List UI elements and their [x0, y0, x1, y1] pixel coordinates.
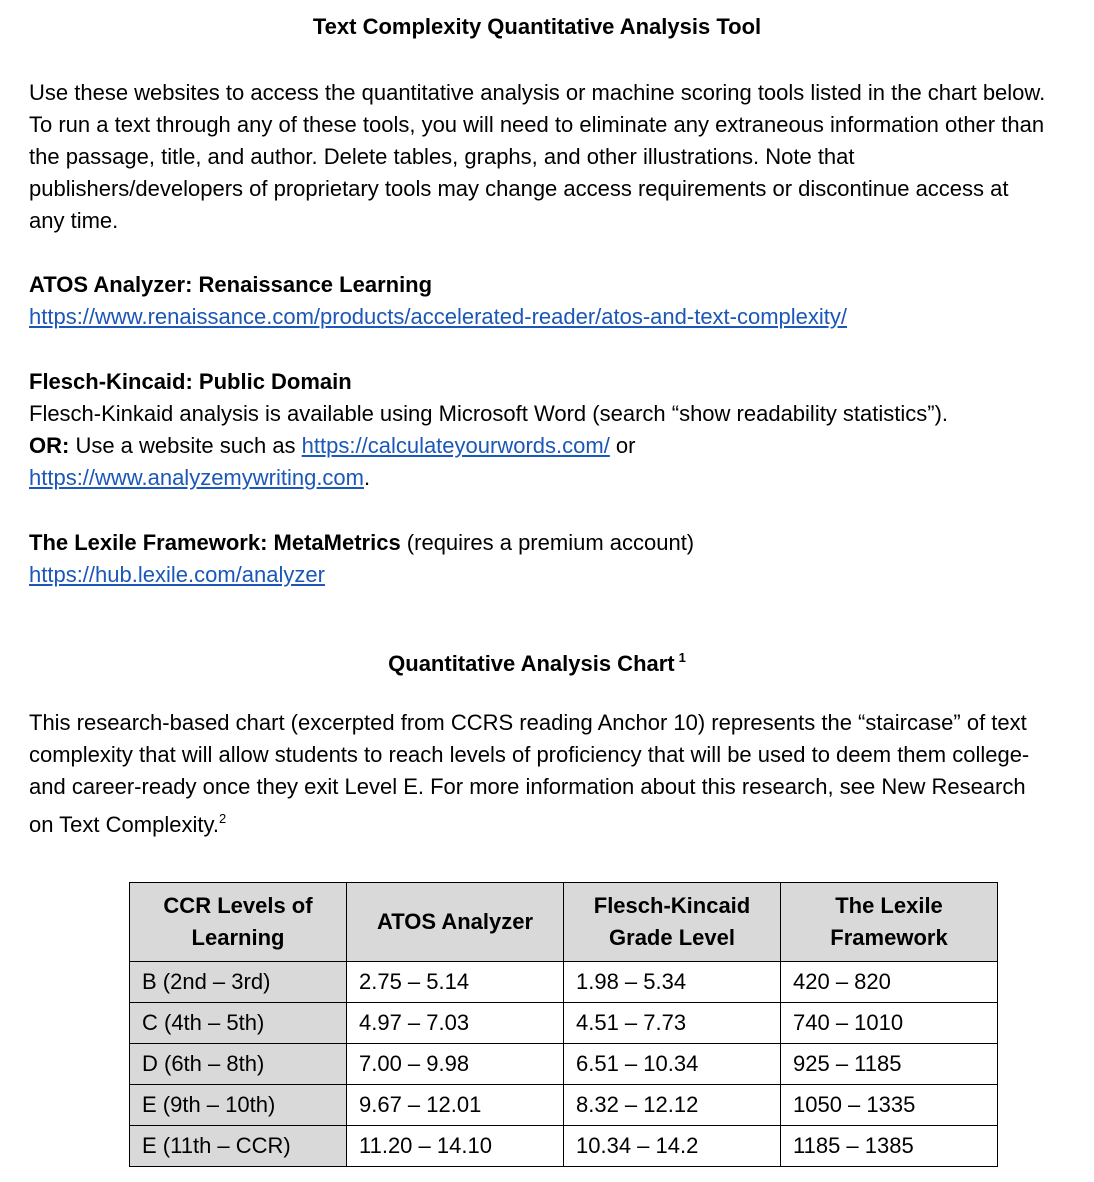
cell-atos: 9.67 – 12.01 — [347, 1085, 564, 1126]
header-ccr-levels-line1: CCR Levels of — [163, 893, 313, 918]
lexile-note: (requires a premium account) — [400, 530, 695, 555]
flesch-kincaid-section — [29, 366, 1079, 494]
header-ccr-levels-line2: Learning — [191, 925, 285, 950]
atos-section — [29, 269, 847, 333]
table-row — [130, 962, 998, 1003]
cell-lexile: 420 – 820 — [781, 962, 998, 1003]
cell-level: E (11th – CCR) — [130, 1126, 347, 1167]
research-footnote: 2 — [218, 811, 227, 826]
cell-fk: 6.51 – 10.34 — [564, 1044, 781, 1085]
cell-fk: 10.34 – 14.2 — [564, 1126, 781, 1167]
header-atos: ATOS Analyzer — [347, 883, 564, 962]
cell-atos: 7.00 – 9.98 — [347, 1044, 564, 1085]
sentence-end: . — [364, 465, 371, 490]
flesch-kincaid-word-note: Flesch-Kinkaid analysis is available using Microsoft Word (search “show readability statistics”). — [29, 401, 949, 426]
header-lexile-line1: The Lexile — [835, 893, 943, 918]
header-ccr-levels — [130, 883, 347, 962]
chart-title-text: Quantitative Analysis Chart — [388, 651, 675, 676]
cell-lexile: 1185 – 1385 — [781, 1126, 998, 1167]
atos-heading: ATOS Analyzer: Renaissance Learning — [29, 272, 433, 297]
research-paragraph — [29, 707, 1049, 841]
cell-atos: 4.97 – 7.03 — [347, 1003, 564, 1044]
cell-lexile: 925 – 1185 — [781, 1044, 998, 1085]
chart-section-title — [29, 642, 1045, 680]
cell-atos: 11.20 – 14.10 — [347, 1126, 564, 1167]
lexile-link[interactable]: https://hub.lexile.com/analyzer — [29, 562, 325, 587]
header-flesch-kincaid — [564, 883, 781, 962]
page-title: Text Complexity Quantitative Analysis Tool — [312, 14, 762, 39]
cell-atos: 2.75 – 5.14 — [347, 962, 564, 1003]
analyzemywriting-link[interactable]: https://www.analyzemywriting.com — [29, 465, 364, 490]
lexile-heading-line — [29, 527, 694, 559]
header-lexile-line2: Framework — [830, 925, 948, 950]
atos-link[interactable]: https://www.renaissance.com/products/accelerated-reader/atos-and-text-complexity/ — [29, 304, 848, 329]
header-fk-line2: Grade Level — [609, 925, 735, 950]
table-row — [130, 1126, 998, 1167]
flesch-kincaid-heading: Flesch-Kincaid: Public Domain — [29, 369, 352, 394]
cell-level: E (9th – 10th) — [130, 1085, 347, 1126]
table-row — [130, 1044, 998, 1085]
cell-fk: 4.51 – 7.73 — [564, 1003, 781, 1044]
chart-title-footnote: 1 — [678, 650, 686, 665]
table-row — [130, 1085, 998, 1126]
cell-lexile: 740 – 1010 — [781, 1003, 998, 1044]
table-header-row — [130, 883, 998, 962]
research-text: This research-based chart (excerpted from CCRS reading Anchor 10) represents the “staircase” of text complexity that will allow students to reach levels of proficiency that will be used to deem them college- and career-ready once they exit Level E. For more information about this research, see New Research on Text Complexity. — [29, 710, 1030, 837]
cell-level: B (2nd – 3rd) — [130, 962, 347, 1003]
or-text: Use a website such as — [69, 433, 302, 458]
intro-paragraph: Use these websites to access the quantitative analysis or machine scoring tools listed in the chart below. To run a text through any of these tools, you will need to eliminate any extraneous information other than the passage, title, and author. Delete tables, graphs, and other illustrations. Note that publishers/developers of proprietary tools may change access requirements or discontinue access at any time. — [29, 80, 1046, 233]
or-label: OR: — [29, 433, 70, 458]
lexile-heading: The Lexile Framework: MetaMetrics — [29, 530, 401, 555]
header-fk-line1: Flesch-Kincaid — [593, 893, 751, 918]
quantitative-analysis-table — [129, 882, 998, 1167]
cell-fk: 8.32 – 12.12 — [564, 1085, 781, 1126]
calculateyourwords-link[interactable]: https://calculateyourwords.com/ — [301, 433, 610, 458]
flesch-kincaid-or-line — [29, 430, 1079, 462]
cell-level: C (4th – 5th) — [130, 1003, 347, 1044]
or-word: or — [609, 433, 636, 458]
cell-lexile: 1050 – 1335 — [781, 1085, 998, 1126]
cell-fk: 1.98 – 5.34 — [564, 962, 781, 1003]
cell-level: D (6th – 8th) — [130, 1044, 347, 1085]
header-lexile — [781, 883, 998, 962]
table-row — [130, 1003, 998, 1044]
lexile-section — [29, 527, 694, 591]
